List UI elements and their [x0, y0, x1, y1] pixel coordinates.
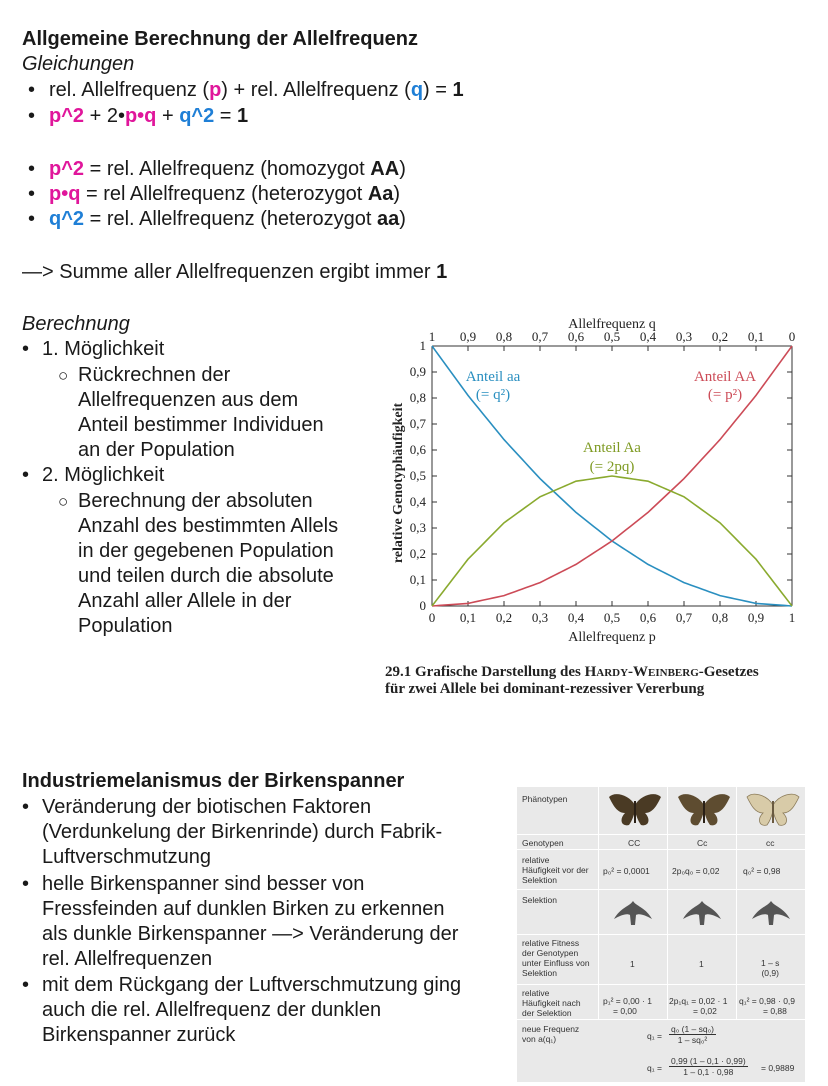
series-label-Aa: Anteil Aa	[583, 440, 641, 456]
section1-title: Allgemeine Berechnung der Allelfrequenz	[22, 28, 419, 50]
caption-line-1: 29.1 Grafische Darstellung des Hardy-Weinberg-Gesetzes	[385, 664, 759, 680]
x-tick-label: 0,2	[495, 610, 513, 625]
x-tick-label: 0,1	[459, 610, 477, 625]
option-1-detail: ○ Rückrechnen der Allelfrequenzen aus dem Anteil bestimmer Individuen an der Population	[58, 364, 324, 461]
y-tick-label: 0,5	[409, 468, 426, 483]
bullet: •	[28, 183, 36, 205]
fitness-CC: 1	[630, 959, 635, 969]
option-2-detail: ○ Berechnung der absoluten Anzahl des bestimmten Allels in der gegebenen Population und teilen durch die absolute Anzahl aller Allele in der Population	[58, 490, 339, 637]
bullet: •	[22, 873, 30, 895]
new-frequency-label: neue Frequenz von a(q₁)	[522, 1024, 580, 1044]
option-1: • 1. Möglichkeit	[22, 338, 165, 360]
intermediate-moth-icon	[676, 791, 732, 831]
y-tick-label: 0,4	[409, 494, 426, 509]
section2-subtitle: Berechnung	[22, 313, 130, 335]
equation-4: • p•q = rel Allelfrequenz (heterozygot Aa)	[28, 183, 401, 205]
top-tick-label: 0,8	[495, 329, 513, 344]
top-tick-label: 0,2	[711, 329, 729, 344]
y-axis-label: relative Genotyphäufigkeit	[391, 402, 406, 564]
y-tick-label: 0,1	[409, 572, 426, 587]
bird-icon	[682, 895, 722, 927]
selection-table	[517, 787, 805, 1082]
formula-q1-numeric: 0,99 (1 – 0,1 · 0,99) 1 – 0,1 · 0,98	[671, 1056, 746, 1077]
x-tick-label: 1	[788, 610, 796, 625]
freq-after-cc: q₁² = 0,98 · 0,9 = 0,88	[739, 996, 796, 1016]
bullet: •	[28, 208, 36, 230]
bullet: •	[22, 338, 30, 360]
equation-2: • p^2 + 2•p•q + q^2 = 1	[28, 105, 249, 127]
formula-q1-lhs: q₁ =	[647, 1031, 662, 1041]
moth-bullet-3: • mit dem Rückgang der Luftverschmutzung ging auch die rel. Allelfrequenz der dunklen Birkenspanner zurück	[22, 974, 462, 1046]
equation-3: • p^2 = rel. Allelfrequenz (homozygot AA)	[28, 158, 406, 180]
selektion-label: Selektion	[522, 895, 557, 905]
y-tick-label: 0,3	[409, 520, 426, 535]
x-tick-label: 0,3	[531, 610, 549, 625]
top-axis-label: Allelfrequenz q	[568, 317, 656, 332]
y-tick-label: 0	[419, 598, 426, 613]
x-tick-label: 0	[428, 610, 436, 625]
y-tick-label: 0,8	[409, 390, 426, 405]
frequency-before-label: relative Häufigkeit vor der Selektion	[522, 855, 589, 885]
phaenotypen-label: Phänotypen	[522, 794, 568, 804]
summary-line: —> Summe aller Allelfrequenzen ergibt immer 1	[22, 261, 448, 283]
top-tick-label: 0,3	[675, 329, 693, 344]
x-tick-label: 0,5	[603, 610, 621, 625]
bullet: •	[22, 464, 30, 486]
hardy-weinberg-chart	[370, 308, 810, 650]
bullet: •	[28, 105, 36, 127]
bird-icon	[613, 895, 653, 927]
fitness-Cc: 1	[699, 959, 704, 969]
bullet: •	[22, 974, 30, 996]
chart-caption	[385, 664, 759, 698]
series-formula-aa: (= q²)	[475, 387, 511, 403]
freq-before-Cc: 2p₀q₀ = 0,02	[672, 866, 720, 876]
top-tick-label: 0,6	[567, 329, 585, 344]
top-tick-label: 0,1	[747, 329, 765, 344]
freq-before-CC: p₀² = 0,0001	[603, 866, 650, 876]
y-tick-label: 0,7	[409, 416, 426, 431]
genotype-CC: CC	[628, 838, 641, 848]
bullet: •	[22, 796, 30, 818]
frequency-after-label: relative Häufigkeit nach der Selektion	[522, 988, 581, 1018]
chart-lines	[432, 346, 792, 606]
top-tick-label: 1	[428, 329, 436, 344]
dark-moth-icon	[607, 791, 663, 831]
x-tick-label: 0,7	[675, 610, 693, 625]
x-tick-label: 0,8	[711, 610, 729, 625]
x-axis-label: Allelfrequenz p	[568, 630, 656, 645]
formula-q1-num-lhs: q₁ =	[647, 1063, 662, 1073]
formula-q1: q₀ (1 – sq₀) 1 – sq₀²	[671, 1024, 714, 1045]
series-label-aa: Anteil aa	[465, 369, 521, 385]
section1-subtitle: Gleichungen	[22, 53, 135, 75]
top-tick-label: 0,7	[531, 329, 549, 344]
section3-title: Industriemelanismus der Birkenspanner	[22, 770, 405, 792]
bullet: •	[28, 158, 36, 180]
caption-line-2: für zwei Allele bei dominant-rezessiver Vererbung	[385, 681, 705, 697]
y-tick-label: 0,6	[409, 442, 426, 457]
x-tick-label: 0,6	[639, 610, 657, 625]
top-tick-label: 0,9	[459, 329, 477, 344]
y-tick-label: 1	[419, 338, 426, 353]
top-tick-label: 0	[788, 329, 796, 344]
formula-q1-result: = 0,9889	[761, 1063, 795, 1073]
series-label-AA: Anteil AA	[693, 369, 757, 385]
top-tick-label: 0,4	[639, 329, 657, 344]
freq-after-Cc: 2p₁q₁ = 0,02 · 1 = 0,02	[669, 996, 728, 1016]
genotypen-label: Genotypen	[522, 838, 564, 848]
circle-bullet: ○	[58, 366, 69, 385]
series-formula-AA: (= p²)	[707, 387, 743, 403]
bird-icon	[751, 895, 791, 927]
equation-1: • rel. Allelfrequenz (p) + rel. Allelfrequenz (q) = 1	[28, 79, 464, 101]
fitness-cc: 1 – s (0,9)	[761, 958, 780, 978]
series-formula-Aa: (= 2pq)	[589, 459, 635, 475]
x-tick-label: 0,9	[747, 610, 765, 625]
freq-before-cc: q₀² = 0,98	[743, 866, 781, 876]
fitness-label: relative Fitness der Genotypen unter Einfluss von Selektion	[522, 938, 590, 978]
x-tick-label: 0,4	[567, 610, 585, 625]
top-tick-label: 0,5	[603, 329, 621, 344]
moth-bullet-1: • Veränderung der biotischen Faktoren (Verdunkelung der Birkenrinde) durch Fabrik- Luftverschmutzung	[22, 796, 443, 868]
genotype-cc: cc	[766, 838, 775, 848]
circle-bullet: ○	[58, 492, 69, 511]
genotype-Cc: Cc	[697, 838, 708, 848]
bullet: •	[28, 79, 36, 101]
moth-bullet-2: • helle Birkenspanner sind besser von Fressfeinden auf dunklen Birken zu erkennen als dunkle Birkenspanner —> Veränderung der rel. Allelfrequenzen	[22, 873, 459, 970]
y-tick-label: 0,9	[409, 364, 426, 379]
option-2: • 2. Möglichkeit	[22, 464, 165, 486]
y-tick-label: 0,2	[409, 546, 426, 561]
light-moth-icon	[745, 791, 801, 831]
equation-5: • q^2 = rel. Allelfrequenz (heterozygot aa)	[28, 208, 406, 230]
freq-after-CC: p₁² = 0,00 · 1 = 0,00	[603, 996, 652, 1016]
